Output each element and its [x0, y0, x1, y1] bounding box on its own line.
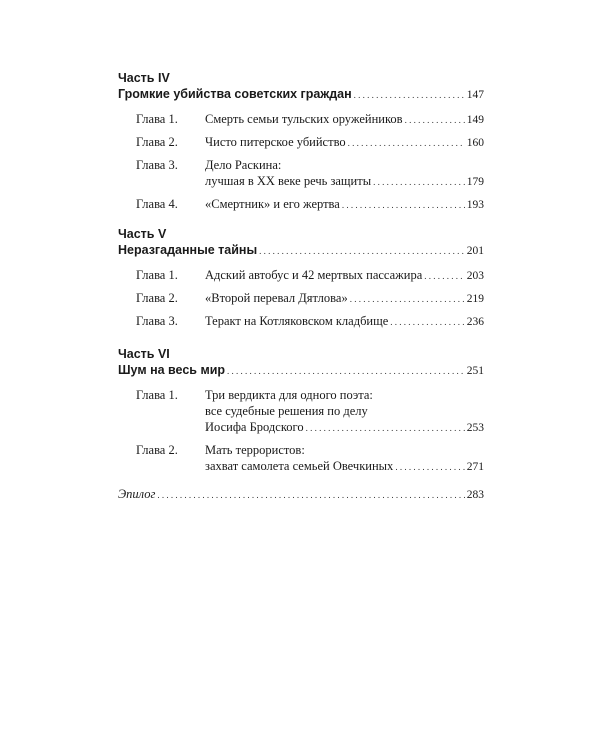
- part-title: Громкие убийства советских граждан: [118, 87, 352, 101]
- chapter-body: [205, 387, 484, 436]
- dot-leader: [373, 173, 465, 190]
- chapter-title: лучшая в XX веке речь защиты: [205, 174, 372, 188]
- page-number: 193: [466, 199, 484, 211]
- chapter-label: Глава 2.: [136, 291, 178, 305]
- part-title-row[interactable]: [118, 362, 484, 379]
- chapter-entry[interactable]: [118, 442, 484, 475]
- dot-leader: [350, 290, 465, 307]
- page-number: 179: [466, 176, 484, 188]
- part-title: Шум на весь мир: [118, 363, 226, 377]
- epilogue-row: [118, 486, 484, 503]
- part-title: Неразгаданные тайны: [118, 243, 258, 257]
- chapter-title: Иосифа Бродского: [205, 420, 304, 434]
- part-label: Часть VI: [118, 347, 170, 361]
- dot-leader: [259, 242, 465, 259]
- chapter-body: [205, 196, 484, 213]
- chapter-title: «Второй перевал Дятлова»: [205, 291, 348, 305]
- epilogue-entry[interactable]: [118, 486, 484, 503]
- chapter-title-row: [205, 134, 484, 151]
- dot-leader: [348, 134, 465, 151]
- chapter-body: [205, 442, 484, 475]
- chapter-entry[interactable]: [118, 387, 484, 436]
- chapter-title-row: [205, 313, 484, 330]
- chapter-body: [205, 157, 484, 190]
- chapter-label: Глава 2.: [136, 135, 178, 149]
- chapter-title-row: [205, 419, 484, 436]
- chapter-body: [205, 111, 484, 128]
- chapter-title-row: [205, 267, 484, 284]
- chapter-title-row: [205, 458, 484, 475]
- page-number: 147: [466, 89, 484, 101]
- part-label: Часть IV: [118, 71, 170, 85]
- chapter-title: захват самолета семьей Овечкиных: [205, 459, 394, 473]
- dot-leader: [354, 86, 465, 103]
- chapter-title-line: Мать террористов:: [205, 443, 305, 457]
- chapter-title-row: [205, 196, 484, 213]
- chapter-label: Глава 1.: [136, 388, 178, 402]
- dot-leader: [390, 313, 464, 330]
- chapter-body: [205, 313, 484, 330]
- part-label: Часть V: [118, 227, 167, 241]
- page-number: 253: [466, 422, 484, 434]
- chapter-label: Глава 3.: [136, 158, 178, 172]
- chapter-title: Адский автобус и 42 мертвых пассажира: [205, 268, 423, 282]
- part-5: [118, 226, 484, 330]
- chapter-label: Глава 3.: [136, 314, 178, 328]
- page-number: 251: [466, 365, 484, 377]
- chapter-label: Глава 1.: [136, 268, 178, 282]
- chapter-entry[interactable]: [118, 196, 484, 213]
- chapter-title: «Смертник» и его жертва: [205, 197, 340, 211]
- dot-leader: [227, 362, 465, 379]
- dot-leader: [405, 111, 465, 128]
- chapter-title-line: все судебные решения по делу: [205, 404, 368, 418]
- dot-leader: [306, 419, 465, 436]
- part-6: [118, 346, 484, 475]
- page-number: 149: [466, 114, 484, 126]
- chapter-body: [205, 134, 484, 151]
- chapter-entry[interactable]: [118, 157, 484, 190]
- chapter-entry[interactable]: [118, 111, 484, 128]
- chapter-label: Глава 2.: [136, 443, 178, 457]
- chapter-entry[interactable]: [118, 313, 484, 330]
- page-number: 271: [466, 461, 484, 473]
- chapter-entry[interactable]: [118, 267, 484, 284]
- dot-leader: [424, 267, 464, 284]
- chapter-title-row: [205, 173, 484, 190]
- page-number: 283: [466, 489, 484, 501]
- part-4: [118, 70, 484, 213]
- dot-leader: [157, 486, 464, 503]
- page-number: 236: [466, 316, 484, 328]
- dot-leader: [395, 458, 464, 475]
- chapter-body: [205, 290, 484, 307]
- chapter-label: Глава 4.: [136, 197, 178, 211]
- dot-leader: [342, 196, 465, 213]
- page-number: 203: [466, 270, 484, 282]
- chapter-body: [205, 267, 484, 284]
- page-number: 219: [466, 293, 484, 305]
- part-title-row[interactable]: [118, 86, 484, 103]
- page-number: 160: [466, 137, 484, 149]
- epilogue-label: Эпилог: [118, 487, 156, 501]
- chapter-entry[interactable]: [118, 290, 484, 307]
- part-title-row[interactable]: [118, 242, 484, 259]
- chapter-title: Чисто питерское убийство: [205, 135, 346, 149]
- chapter-title-line: Дело Раскина:: [205, 158, 282, 172]
- chapter-entry[interactable]: [118, 134, 484, 151]
- chapter-title-row: [205, 111, 484, 128]
- chapter-title-line: Три вердикта для одного поэта:: [205, 388, 373, 402]
- page-number: 201: [466, 245, 484, 257]
- chapter-title: Теракт на Котляковском кладбище: [205, 314, 389, 328]
- chapter-title-row: [205, 290, 484, 307]
- chapter-title: Смерть семьи тульских оружейников: [205, 112, 403, 126]
- chapter-label: Глава 1.: [136, 112, 178, 126]
